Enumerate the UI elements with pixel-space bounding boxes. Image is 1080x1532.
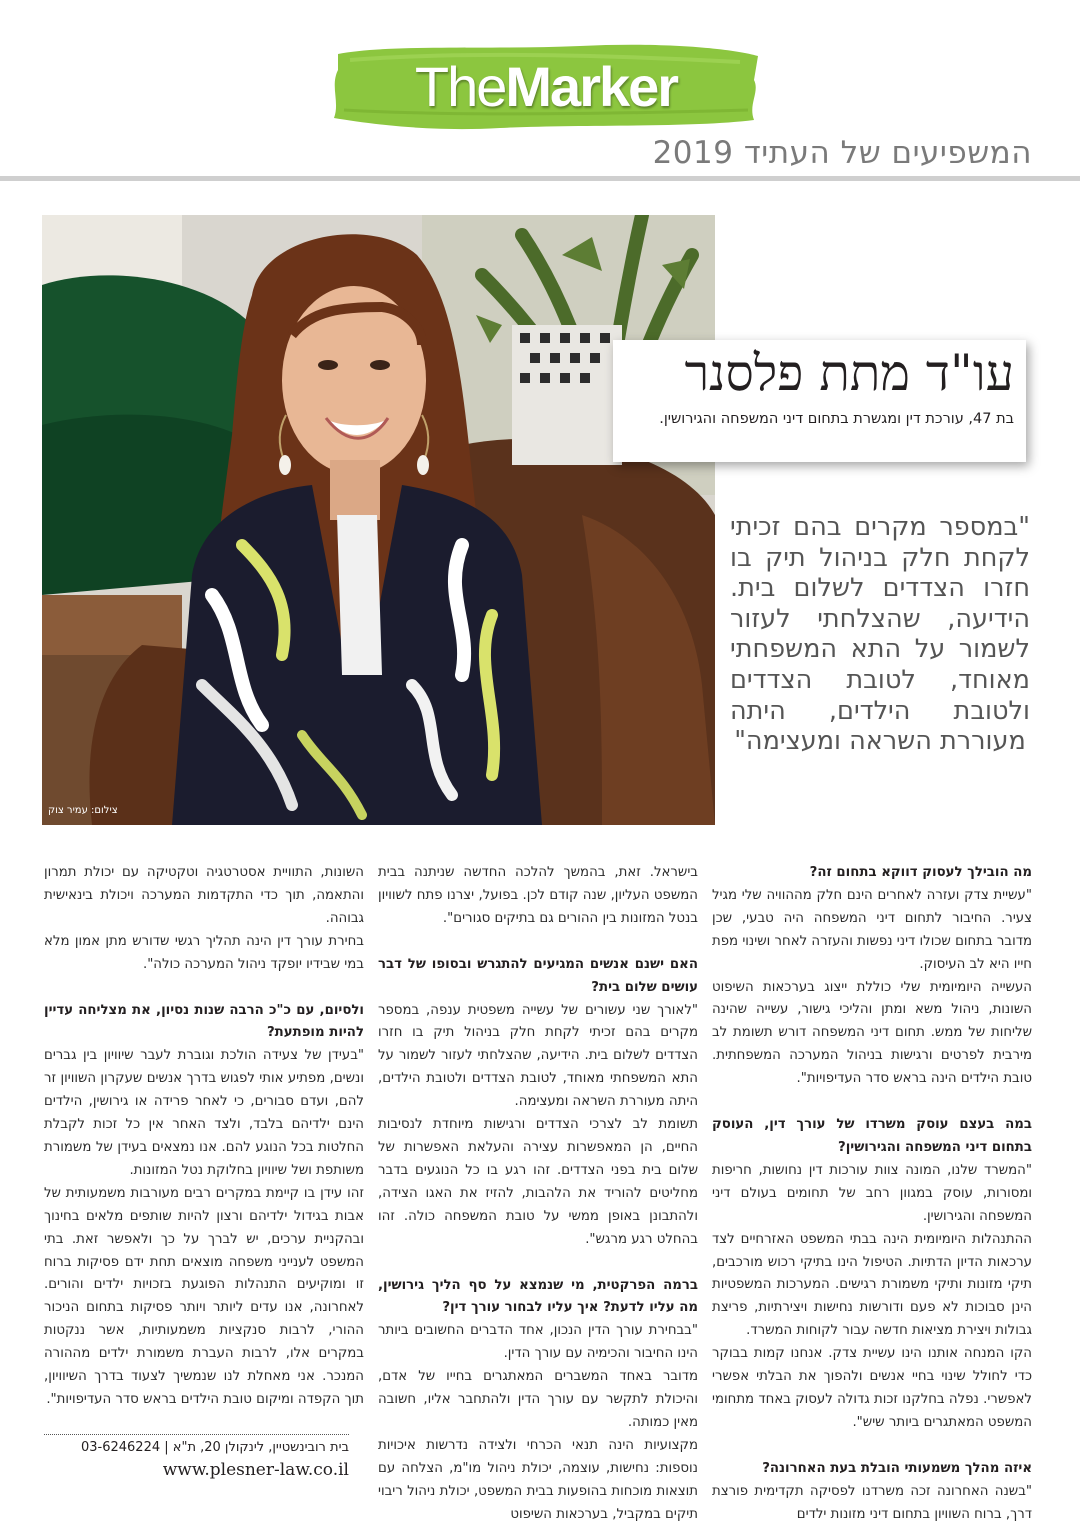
answer-paragraph: מדובר באחד המשברים המאתגרים בחייו של אדם, והיכולת לתקשר עם עורך הדין ולהתחבר אליו, חשובה מאין כמותה. xyxy=(378,1369,698,1430)
pull-quote: "במספר מקרים בהם זכיתי לקחת חלק בניהול תיק בו חזרו הצדדים לשלום בית. הידיעה, שהצלחתי לעזור לשמור על התא המשפחתי מאוחד, לטובת הצדדים ולטובת הילדים, היתה מעוררת השראה ומעצימה" xyxy=(730,512,1030,757)
footer-divider xyxy=(44,1434,349,1435)
themarker-logo xyxy=(330,40,762,132)
answer-paragraph: "בשנה האחרונה זכה משרדנו לפסיקה תקדימית פורצת דרך, ברוח השוויון בתחום דיני מזונות ילדים xyxy=(712,1483,1032,1522)
answer-paragraph: "לאורך שני עשורים של עשייה משפטית ענפה, במספר מקרים בהם זכיתי לקחת חלק בניהול תיק בו חזרו הצדדים לשלום בית. הידיעה, שהצלחתי לעזור לשמור על התא המשפחתי מאוחד, לטובת הצדדים ולטובת הילדים, היתה מעוררת השראה ומעצימה. xyxy=(378,1002,698,1110)
profile-name: עו"ד מתת פלסנר xyxy=(684,344,1014,402)
answer-paragraph: "המשרד שלנו, המונה צוות עורכות דין נחושות, חריפות ומסורות, עוסק במגוון רחב של תחומים בעולם דיני המשפחה והגירושין. xyxy=(712,1162,1032,1224)
logo-marker: Marker xyxy=(505,54,678,118)
answer-paragraph: "עשיית צדק ועזרה לאחרים הינם חלק מההוויה שלי מגיל צעיר. החיבור לתחום דיני המשפחה היה טבעי, שכן מדובר בתחום שכולו דיני נפשות והעזרה לאחר ושינוי מפת חייו היא לב העיסוק. xyxy=(712,887,1032,972)
answer-paragraph: בחירת עורך דין הינה תהליך רגשי שדורש מתן אמון מלא במי שבידיו יופקד ניהול המערכה כולה". xyxy=(44,933,364,972)
answer-paragraph: זהו עידן בו קיימת במקרים רבים מעורבות משמעותית של אבות בגידול ילדיהם ורצון להיות שותפים מלאים בחינוך ובהקניית ערכים, יש לברך על כך ולאפשר זאת. בתי המשפט לענייני משפחה מוצאים תחת ידם פסיקות ברוח זו ומוקיעים התנהלות הפוגעת בזכויות ילדים והורים. לאחרונה, אנו עדים ליותר ויותר פסיקות בתחום הניכור ההורי, לרבות סנקציות משמעותיות, אשר ננקטות במקרים אלו, לרבות העברת משמורת ילדים מההורה המנכר. אני מאחלת לנו שנמשיך לצעוד בדרך השיוויון, תוך הקפדה ומיקום טובת הילדים בראש סדר העדיפויות". xyxy=(44,1185,364,1407)
question-heading: מה הובילך לעסוק דווקא בתחום זה? xyxy=(809,865,1032,880)
edition-title: המשפיעים של העתיד 2019 xyxy=(652,135,1032,171)
answer-paragraph: תשומת לב לצרכי הצדדים ורגישות מיוחדת לנסיבות החיים, הן המאפשרות עצירה והעלאת האפשרות של שלום בית בפני הצדדים. זהו רגע בו כל הנוגעים בדבר מחליטים להוריד את הלהבות, להזיז את האגו הצידה, ולהתבונן באופן ממשי על טובת המשפחה כולה. זהו בהחלט רגע מרגש". xyxy=(378,1117,698,1247)
question-heading: ולסיום, עם כ"כ הרבה שנות נסיון, את מצליחה עדיין להיות מופתעת? xyxy=(44,1002,364,1041)
question-heading: האם ישנם אנשים המגיעים להתגרש ובסופו של דבר עושים שלום בית? xyxy=(378,956,698,995)
question-heading: איזה מהלך משמעותי הובלת בעת האחרונה? xyxy=(762,1460,1032,1476)
answer-paragraph: ההתנהלות היומיומית הינה בבתי המשפט האזרחיים לצד ערכאות הדיון הדתיות. הטיפול הינו בתיקי רכוש מורכבים, תיקי מזונות ותיקי משמורת רגישים. המערכות המשפטיות הינן סבוכות לא פעם ודורשות נחישות ויצירתיות, פריצת גבולות ויצירת מציאות חדשה עבור לקוחות המשרד. xyxy=(712,1231,1032,1339)
header-divider xyxy=(0,176,1080,181)
website-link[interactable]: www.plesner-law.co.il xyxy=(162,1460,349,1480)
answer-paragraph: "בבחירת עורך הדין הנכון, אחד הדברים החשובים ביותר הינו החיבור והכימיה עם עורך הדין. xyxy=(378,1323,698,1362)
question-heading: ברמה הפרקטית, מי שנמצא על סף הליך גירושין, מה עליו לדעת? איך עליו לבחור עורך דין? xyxy=(378,1277,698,1316)
photo-credit: צילום: עמיר צוק xyxy=(48,805,118,816)
article-column-3 xyxy=(44,862,364,1412)
answer-paragraph: השונות, התוויית אסטרטגיה וטקטיקה עם יכולת תמרון והתאמה, תוך כדי התקדמות המערכה ויכולת בינאישית גבוהה. xyxy=(44,865,364,926)
answer-paragraph: העשייה היומיומית שלי כוללת ייצוג בערכאות השיפוט השונות, ניהול משא ומתן והליכי גישור, עשייה שהינה שליחות של ממש. תחום דיני המשפחה דורש תשומת לב מירבית לפרטים ורגישות בניהול המערכה המשפחתית. טובת הילדים הינה בראש סדר העדיפויות". xyxy=(712,979,1032,1087)
answer-paragraph: בישראל. זאת, בהמשך להלכה החדשה שניתנה בבית המשפט העליון, שנה קודם לכן. בפועל, יצרנו פתח לשוויון בנטל המזונות בין ההורים גם בתיקים סגורים". xyxy=(378,865,698,926)
profile-name-box xyxy=(613,340,1026,462)
answer-paragraph: מקצועיות הינה תנאי הכרחי ולצידה נדרשות איכויות נוספות: נחישות, עוצמה, יכולת ניהול מו"מ, הצלחה עם תוצאות מוכחות בהופעות בבית המשפט, יכולת ניהול ריבוי תיקים במקביל, בערכאות השיפוט xyxy=(378,1437,698,1522)
article-column-2 xyxy=(378,862,698,1526)
logo-the: The xyxy=(414,54,506,118)
profile-subtitle: בת 47, עורכת דין ומגשרת בתחום דיני המשפחה והגירושין. xyxy=(659,411,1014,427)
office-address: בית רובינשטיין, לינקולן 20, ת"א | 03-6246224 xyxy=(80,1440,349,1455)
question-heading: במה בעצם עוסק משרדו של עורך דין, העוסק בתחום דיני המשפחה והגירושין? xyxy=(712,1117,1032,1155)
article-column-1 xyxy=(712,862,1032,1526)
answer-paragraph: הקו המנחה אותנו הינו עשיית צדק. אנחנו קמות בבוקר כדי לחולל שינוי בחיי אנשים ולהפוך את הבלתי אפשרי לאפשרי. נפלה בחלקנו זכות גדולה לעסוק באחד מתחומי המשפט המאתגרים ביותר שיש". xyxy=(712,1346,1032,1430)
portrait-photo xyxy=(42,215,715,825)
answer-paragraph: "בעידן של צעידה הולכת וגוברת לעבר שיוויון בין גברים ונשים, מפתיע אותי לפגוש בדרך אנשים שעקרון השוויון זר להם, ועדם סבורים, כי לאחר פרידה או גירושין, הילדים הינם ילדיהם בלבד, ולצד האחר אין כל זכות לקבלת החלטות בכל הנוגע להם. אנו נמצאים בעידן של משמורת משותפת ושל שיוויון בחלוקת נטל המזונות. xyxy=(44,1048,364,1178)
